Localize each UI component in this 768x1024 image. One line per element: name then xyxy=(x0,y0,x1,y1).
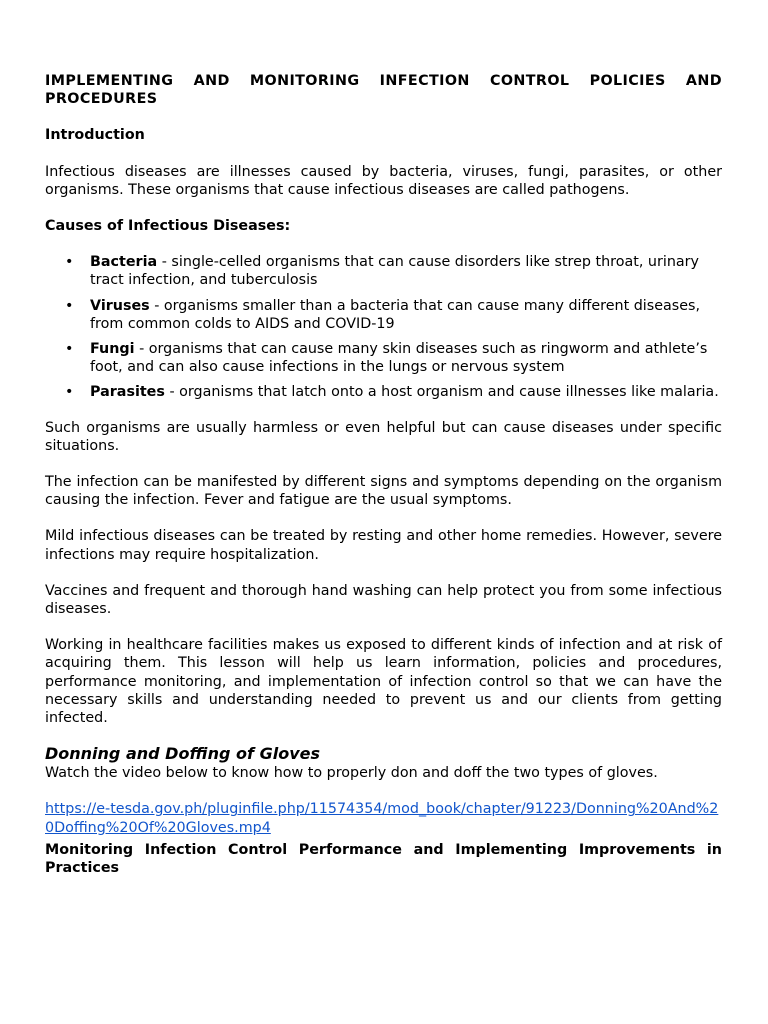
cause-term: Bacteria xyxy=(90,254,158,271)
bullet-icon: • xyxy=(65,341,74,358)
list-item xyxy=(45,253,722,289)
bullet-icon: • xyxy=(65,254,74,271)
gloves-instructions: Watch the video below to know how to properly don and doff the two types of gloves. xyxy=(45,765,658,782)
cause-description: - organisms that can cause many skin diseases such as ringworm and athlete’s foot, and can also cause infections in the lungs or nervous system xyxy=(90,341,708,376)
list-item xyxy=(45,297,722,333)
body-paragraph: Such organisms are usually harmless or even helpful but can cause diseases under specific situations. xyxy=(45,419,722,454)
body-paragraph: The infection can be manifested by different signs and symptoms depending on the organism causing the infection. Fever and fatigue are the usual symptoms. xyxy=(45,474,722,509)
body-paragraph: Vaccines and frequent and thorough hand washing can help protect you from some infectious diseases. xyxy=(45,582,722,618)
causes-heading: Causes of Infectious Diseases: xyxy=(45,218,291,235)
cause-description: - organisms that latch onto a host organism and cause illnesses like malaria. xyxy=(164,384,719,401)
document-body xyxy=(45,72,722,877)
list-item xyxy=(45,383,722,401)
intro-paragraph: Infectious diseases are illnesses caused by bacteria, viruses, fungi, parasites, or other organisms. These organisms that cause infectious diseases are called pathogens. xyxy=(45,163,722,198)
gloves-heading: Donning and Doffing of Gloves xyxy=(45,744,320,764)
cause-description: - organisms smaller than a bacteria that can cause many different diseases, from common colds to AIDS and COVID-19 xyxy=(90,297,701,332)
cause-term: Fungi xyxy=(90,341,135,358)
document-title: IMPLEMENTING AND MONITORING INFECTION CONTROL POLICIES AND PROCEDURES xyxy=(45,73,722,108)
monitoring-heading: Monitoring Infection Control Performance and Implementing Improvements in Practices xyxy=(45,841,722,877)
body-paragraph: Working in healthcare facilities makes us exposed to different kinds of infection and at risk of acquiring them. This lesson will help us learn information, policies and procedures, performance monitoring, and implementation of infection control so that we can have the necessary skills and understanding needed to prevent us and our clients from getting infected. xyxy=(45,637,722,727)
cause-term: Viruses xyxy=(90,297,150,314)
bullet-icon: • xyxy=(65,297,74,314)
cause-description: - single-celled organisms that can cause disorders like strep throat, urinary tract infection, and tuberculosis xyxy=(90,254,699,289)
cause-term: Parasites xyxy=(90,384,165,401)
causes-list xyxy=(45,253,722,401)
bullet-icon: • xyxy=(65,384,74,401)
list-item xyxy=(45,340,722,376)
intro-heading: Introduction xyxy=(45,127,145,144)
body-paragraph: Mild infectious diseases can be treated by resting and other home remedies. However, severe infections may require hospitalization. xyxy=(45,528,722,563)
video-link[interactable]: https://e-tesda.gov.ph/pluginfile.php/11574354/mod_book/chapter/91223/Donning%20And%20Doffing%20Of%20Gloves.mp4 xyxy=(45,801,719,836)
